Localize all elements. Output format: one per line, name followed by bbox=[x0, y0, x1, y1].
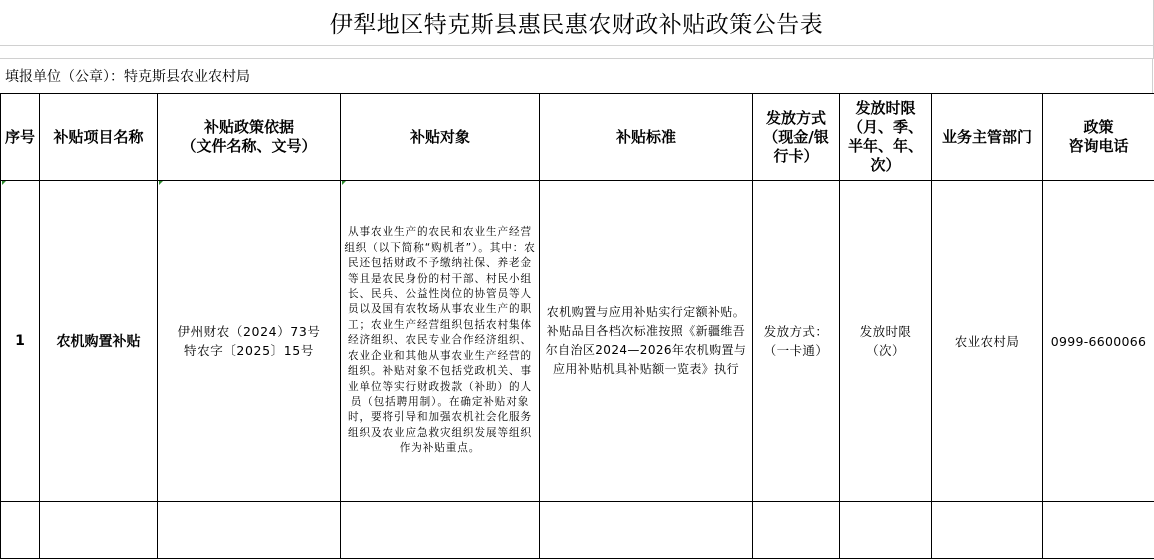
cell-basis-line2: 特农字〔2025〕15号 bbox=[184, 343, 314, 358]
comment-marker-icon bbox=[159, 181, 163, 185]
header-method-line3: 行卡） bbox=[773, 146, 819, 165]
empty-cell[interactable] bbox=[840, 502, 932, 559]
header-time-line3: 半年、年、 bbox=[847, 137, 923, 155]
header-basis-line1: 补贴政策依据 bbox=[203, 118, 294, 136]
header-method[interactable] bbox=[753, 94, 840, 181]
cell-method-line2: （一卡通） bbox=[763, 343, 829, 358]
table-row bbox=[1, 181, 1154, 502]
empty-cell[interactable] bbox=[1, 502, 40, 559]
header-method-line1: 发放方式 bbox=[765, 108, 826, 127]
cell-target[interactable]: 从事农业生产的农民和农业生产经营组织（以下简称“购机者”）。其中：农民还包括财政不予缴纳社保、养老金等且是农民身份的村干部、村民小组长、民兵、公益性岗位的协管员等人员以及国有农牧场从事农业生产的职工；农业生产经营组织包括农村集体经济组织、农民专业合作经济组织、农业企业和其他从事农业生产经营的组织。补贴对象不包括党政机关、事业单位等实行财政拨款（补助）的人员（包括聘用制）。在确定补贴对象时，要将引导和加强农机社会化服务组织及农业应急救灾组织发展等组织作为补贴重点。 bbox=[341, 181, 540, 502]
cell-method-line1: 发放方式： bbox=[763, 324, 829, 339]
header-method-line2: （现金/银 bbox=[763, 127, 829, 146]
header-basis[interactable] bbox=[158, 94, 341, 181]
comment-marker-icon bbox=[2, 181, 6, 185]
sheet-title: 伊犁地区特克斯县惠民惠农财政补贴政策公告表 bbox=[0, 0, 1154, 46]
header-time-line4: 次） bbox=[870, 156, 901, 174]
cell-item-name[interactable]: 农机购置补贴 bbox=[40, 181, 158, 502]
cell-time-line1: 发放时限 bbox=[859, 324, 912, 339]
cell-time-line2: （次） bbox=[866, 343, 905, 358]
filler-unit: 填报单位（公章）：特克斯县农业农村局 bbox=[0, 58, 1153, 93]
header-item-name[interactable]: 补贴项目名称 bbox=[40, 94, 158, 181]
empty-row bbox=[1, 502, 1154, 559]
header-phone-line1: 政策 bbox=[1083, 118, 1114, 136]
empty-cell[interactable] bbox=[40, 502, 158, 559]
empty-cell[interactable] bbox=[932, 502, 1043, 559]
subsidy-table bbox=[0, 93, 1154, 559]
header-phone-line2: 咨询电话 bbox=[1068, 137, 1129, 155]
header-row bbox=[1, 94, 1154, 181]
empty-cell[interactable] bbox=[1043, 502, 1154, 559]
blank-row bbox=[0, 45, 1154, 59]
empty-cell[interactable] bbox=[341, 502, 540, 559]
header-phone[interactable] bbox=[1043, 94, 1154, 181]
header-time-line1: 发放时限 bbox=[855, 99, 916, 117]
cell-seq[interactable]: 1 bbox=[1, 181, 40, 502]
header-seq[interactable]: 序号 bbox=[1, 94, 40, 181]
cell-basis-line1: 伊州财农（2024）73号 bbox=[177, 324, 321, 339]
header-dept[interactable]: 业务主管部门 bbox=[932, 94, 1043, 181]
header-target[interactable]: 补贴对象 bbox=[341, 94, 540, 181]
comment-marker-icon bbox=[342, 181, 346, 185]
cell-phone[interactable]: 0999-6600066 bbox=[1043, 181, 1154, 502]
cell-dept[interactable]: 农业农村局 bbox=[932, 181, 1043, 502]
header-time-line2: （月、季、 bbox=[847, 118, 923, 136]
header-standard[interactable]: 补贴标准 bbox=[540, 94, 753, 181]
cell-method[interactable] bbox=[753, 181, 840, 502]
header-time[interactable] bbox=[840, 94, 932, 181]
empty-cell[interactable] bbox=[158, 502, 341, 559]
header-basis-line2: （文件名称、文号） bbox=[181, 137, 317, 155]
cell-basis[interactable] bbox=[158, 181, 341, 502]
cell-time[interactable] bbox=[840, 181, 932, 502]
empty-cell[interactable] bbox=[540, 502, 753, 559]
cell-standard[interactable]: 农机购置与应用补贴实行定额补贴。补贴品目各档次标准按照《新疆维吾尔自治区2024—2026年农机购置与应用补贴机具补贴额一览表》执行 bbox=[540, 181, 753, 502]
empty-cell[interactable] bbox=[753, 502, 840, 559]
